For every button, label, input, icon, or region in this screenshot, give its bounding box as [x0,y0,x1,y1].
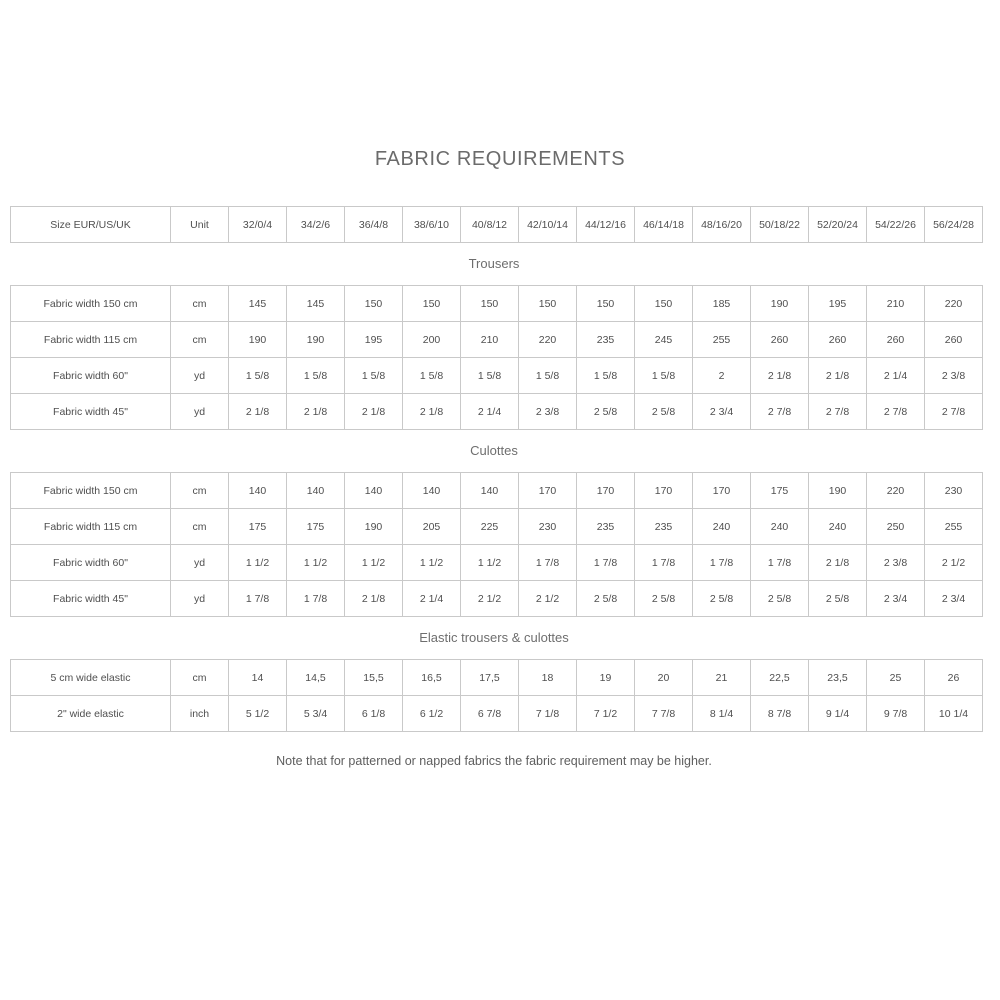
row-value: 245 [635,322,693,358]
row-value: 2 5/8 [751,581,809,617]
row-value: 205 [403,509,461,545]
row-value: 19 [577,660,635,696]
row-value: 150 [461,286,519,322]
sections-container [10,243,978,732]
section-title: Trousers [468,256,520,271]
tables-area [10,206,978,768]
row-label: Fabric width 60" [11,358,171,394]
table-row [11,509,983,545]
row-value: 10 1/4 [925,696,983,732]
row-value: 1 1/2 [403,545,461,581]
row-value: 1 1/2 [345,545,403,581]
row-value: 190 [751,286,809,322]
row-value: 18 [519,660,577,696]
row-value: 170 [519,473,577,509]
row-value: 7 1/2 [577,696,635,732]
row-value: 260 [925,322,983,358]
row-value: 260 [751,322,809,358]
row-value: 6 1/2 [403,696,461,732]
row-value: 140 [287,473,345,509]
row-value: 145 [287,286,345,322]
row-value: 190 [809,473,867,509]
row-value: 2 7/8 [809,394,867,430]
row-value: 23,5 [809,660,867,696]
row-value: 21 [693,660,751,696]
row-value: 235 [577,322,635,358]
row-value: 175 [751,473,809,509]
row-value: 195 [809,286,867,322]
section-table [10,285,983,430]
row-value: 185 [693,286,751,322]
row-unit: cm [171,322,229,358]
row-label: Fabric width 60" [11,545,171,581]
size-column-header: 36/4/8 [345,207,403,243]
row-value: 255 [693,322,751,358]
row-value: 1 7/8 [751,545,809,581]
row-value: 25 [867,660,925,696]
row-value: 140 [345,473,403,509]
row-value: 190 [287,322,345,358]
row-unit: yd [171,581,229,617]
row-value: 1 5/8 [403,358,461,394]
row-value: 150 [577,286,635,322]
row-value: 2 7/8 [751,394,809,430]
row-value: 9 7/8 [867,696,925,732]
table-row [11,322,983,358]
row-value: 5 1/2 [229,696,287,732]
size-column-header: 32/0/4 [229,207,287,243]
row-value: 2 5/8 [577,394,635,430]
row-label: Fabric width 115 cm [11,322,171,358]
row-value: 2 5/8 [693,581,751,617]
table-row [11,660,983,696]
row-value: 240 [751,509,809,545]
row-value: 14 [229,660,287,696]
size-column-header: 54/22/26 [867,207,925,243]
row-unit: cm [171,660,229,696]
row-value: 2 1/4 [403,581,461,617]
section-table [10,472,983,617]
row-value: 175 [229,509,287,545]
row-value: 240 [693,509,751,545]
row-value: 140 [229,473,287,509]
row-value: 195 [345,322,403,358]
row-value: 2 3/4 [693,394,751,430]
row-value: 2 1/8 [809,358,867,394]
row-value: 22,5 [751,660,809,696]
row-value: 210 [461,322,519,358]
row-value: 5 3/4 [287,696,345,732]
row-value: 170 [693,473,751,509]
row-value: 2 1/4 [461,394,519,430]
table-row [11,473,983,509]
row-label: 2" wide elastic [11,696,171,732]
row-value: 1 7/8 [519,545,577,581]
row-unit: cm [171,286,229,322]
row-value: 2 1/2 [461,581,519,617]
row-unit: cm [171,473,229,509]
row-label: Fabric width 150 cm [11,473,171,509]
row-value: 17,5 [461,660,519,696]
row-value: 150 [345,286,403,322]
row-value: 1 1/2 [461,545,519,581]
row-value: 2 1/2 [925,545,983,581]
row-value: 1 5/8 [345,358,403,394]
row-value: 2 1/8 [345,394,403,430]
footer-note: Note that for patterned or napped fabrics the fabric requirement may be higher. [276,754,712,768]
table-row [11,394,983,430]
row-value: 230 [925,473,983,509]
section-table [10,659,983,732]
size-column-header: 40/8/12 [461,207,519,243]
row-value: 2 3/8 [925,358,983,394]
row-value: 6 1/8 [345,696,403,732]
row-unit: yd [171,545,229,581]
row-label: Fabric width 45" [11,581,171,617]
table-row [11,581,983,617]
size-column-header: 46/14/18 [635,207,693,243]
row-value: 150 [403,286,461,322]
size-column-header: 44/12/16 [577,207,635,243]
row-value: 1 7/8 [635,545,693,581]
row-unit: inch [171,696,229,732]
row-value: 20 [635,660,693,696]
unit-header: Unit [171,207,229,243]
row-value: 140 [461,473,519,509]
size-column-header: 38/6/10 [403,207,461,243]
row-value: 260 [809,322,867,358]
row-value: 2 5/8 [635,581,693,617]
row-value: 8 7/8 [751,696,809,732]
row-unit: yd [171,394,229,430]
size-column-header: 52/20/24 [809,207,867,243]
table-row [11,286,983,322]
row-value: 260 [867,322,925,358]
row-value: 2 1/8 [345,581,403,617]
row-value: 14,5 [287,660,345,696]
row-value: 1 5/8 [519,358,577,394]
row-value: 1 5/8 [577,358,635,394]
row-value: 8 1/4 [693,696,751,732]
row-value: 2 5/8 [577,581,635,617]
table-row [11,358,983,394]
row-value: 2 1/8 [809,545,867,581]
row-value: 235 [635,509,693,545]
row-value: 2 5/8 [809,581,867,617]
row-value: 7 7/8 [635,696,693,732]
row-value: 230 [519,509,577,545]
row-value: 1 1/2 [229,545,287,581]
row-value: 190 [229,322,287,358]
row-value: 2 7/8 [925,394,983,430]
row-label: Fabric width 115 cm [11,509,171,545]
row-value: 2 3/8 [519,394,577,430]
row-value: 210 [867,286,925,322]
size-column-header: 48/16/20 [693,207,751,243]
row-value: 220 [867,473,925,509]
row-value: 1 5/8 [635,358,693,394]
size-column-header: 50/18/22 [751,207,809,243]
row-value: 170 [635,473,693,509]
row-value: 175 [287,509,345,545]
row-value: 140 [403,473,461,509]
table-row [11,545,983,581]
row-value: 220 [925,286,983,322]
row-value: 1 7/8 [287,581,345,617]
row-unit: yd [171,358,229,394]
row-value: 1 1/2 [287,545,345,581]
row-value: 2 1/8 [287,394,345,430]
section-title: Culottes [470,443,518,458]
row-value: 2 1/4 [867,358,925,394]
size-column-header: 42/10/14 [519,207,577,243]
size-label-header: Size EUR/US/UK [11,207,171,243]
row-value: 225 [461,509,519,545]
row-value: 2 3/8 [867,545,925,581]
row-value: 2 3/4 [867,581,925,617]
row-label: Fabric width 150 cm [11,286,171,322]
row-value: 220 [519,322,577,358]
row-value: 2 1/8 [229,394,287,430]
size-header-table [10,206,983,243]
row-value: 150 [635,286,693,322]
size-header-row [11,207,983,243]
row-unit: cm [171,509,229,545]
size-column-header: 56/24/28 [925,207,983,243]
row-value: 6 7/8 [461,696,519,732]
row-value: 1 5/8 [461,358,519,394]
row-value: 1 7/8 [577,545,635,581]
row-value: 9 1/4 [809,696,867,732]
row-value: 1 7/8 [693,545,751,581]
size-column-header: 34/2/6 [287,207,345,243]
page-title: FABRIC REQUIREMENTS [374,148,626,170]
row-value: 190 [345,509,403,545]
row-value: 2 [693,358,751,394]
row-value: 2 1/2 [519,581,577,617]
row-value: 16,5 [403,660,461,696]
row-value: 240 [809,509,867,545]
row-label: Fabric width 45" [11,394,171,430]
row-value: 2 1/8 [751,358,809,394]
row-value: 250 [867,509,925,545]
row-value: 7 1/8 [519,696,577,732]
row-value: 15,5 [345,660,403,696]
row-value: 2 3/4 [925,581,983,617]
row-value: 145 [229,286,287,322]
row-value: 2 5/8 [635,394,693,430]
row-value: 26 [925,660,983,696]
row-value: 200 [403,322,461,358]
row-value: 1 7/8 [229,581,287,617]
row-value: 170 [577,473,635,509]
row-label: 5 cm wide elastic [11,660,171,696]
row-value: 235 [577,509,635,545]
row-value: 2 7/8 [867,394,925,430]
section-title: Elastic trousers & culottes [419,630,569,645]
table-row [11,696,983,732]
row-value: 2 1/8 [403,394,461,430]
row-value: 255 [925,509,983,545]
row-value: 1 5/8 [287,358,345,394]
row-value: 1 5/8 [229,358,287,394]
row-value: 150 [519,286,577,322]
